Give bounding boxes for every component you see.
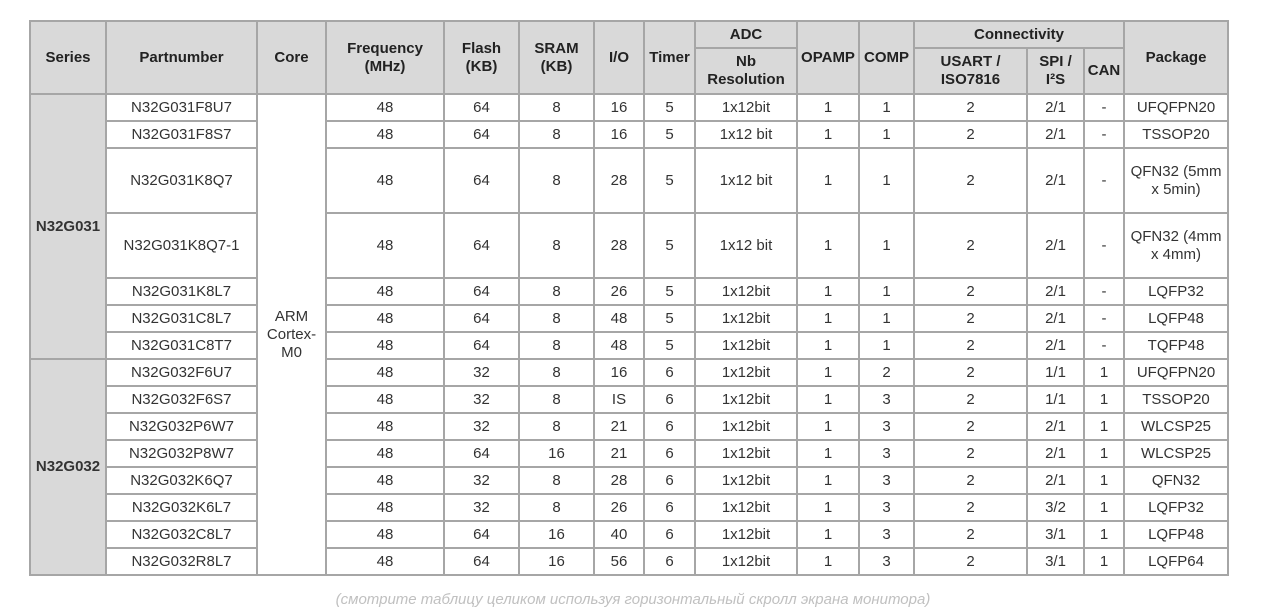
timer-cell: 5: [644, 278, 695, 305]
header-comp: COMP: [859, 21, 914, 94]
opamp-cell: 1: [797, 148, 859, 213]
header-timer: Timer: [644, 21, 695, 94]
package-cell: UFQFPN20: [1124, 359, 1228, 386]
opamp-cell: 1: [797, 440, 859, 467]
flash-cell: 64: [444, 94, 519, 121]
header-connectivity: Connectivity: [914, 21, 1124, 48]
table-row: [30, 278, 1228, 305]
spi-cell: 2/1: [1027, 305, 1084, 332]
adc-cell: 1x12bit: [695, 278, 797, 305]
usart-cell: 2: [914, 148, 1027, 213]
opamp-cell: 1: [797, 413, 859, 440]
io-cell: 21: [594, 440, 644, 467]
timer-cell: 5: [644, 121, 695, 148]
table-body: [30, 94, 1228, 575]
timer-cell: 5: [644, 148, 695, 213]
frequency-cell: 48: [326, 548, 444, 575]
header-frequency: Frequency (MHz): [326, 21, 444, 94]
header-opamp: OPAMP: [797, 21, 859, 94]
series-cell: N32G031: [30, 94, 106, 359]
frequency-cell: 48: [326, 467, 444, 494]
comp-cell: 1: [859, 213, 914, 278]
flash-cell: 64: [444, 440, 519, 467]
spi-cell: 2/1: [1027, 332, 1084, 359]
table-row: [30, 386, 1228, 413]
spi-cell: 3/1: [1027, 521, 1084, 548]
can-cell: 1: [1084, 521, 1124, 548]
package-cell: QFN32: [1124, 467, 1228, 494]
sram-cell: 8: [519, 413, 594, 440]
timer-cell: 5: [644, 213, 695, 278]
spi-cell: 2/1: [1027, 94, 1084, 121]
can-cell: 1: [1084, 548, 1124, 575]
comp-cell: 1: [859, 94, 914, 121]
adc-cell: 1x12 bit: [695, 148, 797, 213]
header-io: I/O: [594, 21, 644, 94]
adc-cell: 1x12bit: [695, 359, 797, 386]
usart-cell: 2: [914, 278, 1027, 305]
usart-cell: 2: [914, 359, 1027, 386]
flash-cell: 64: [444, 548, 519, 575]
table-row: [30, 440, 1228, 467]
header-sram: SRAM (KB): [519, 21, 594, 94]
package-cell: WLCSP25: [1124, 413, 1228, 440]
flash-cell: 32: [444, 386, 519, 413]
adc-cell: 1x12 bit: [695, 121, 797, 148]
comp-cell: 3: [859, 386, 914, 413]
frequency-cell: 48: [326, 359, 444, 386]
partnumber-cell: N32G031F8U7: [106, 94, 257, 121]
frequency-cell: 48: [326, 332, 444, 359]
comp-cell: 1: [859, 148, 914, 213]
frequency-cell: 48: [326, 213, 444, 278]
partnumber-cell: N32G032K6L7: [106, 494, 257, 521]
io-cell: 28: [594, 213, 644, 278]
spi-cell: 2/1: [1027, 440, 1084, 467]
io-cell: IS: [594, 386, 644, 413]
can-cell: 1: [1084, 413, 1124, 440]
sram-cell: 8: [519, 148, 594, 213]
timer-cell: 6: [644, 467, 695, 494]
frequency-cell: 48: [326, 94, 444, 121]
header-series: Series: [30, 21, 106, 94]
usart-cell: 2: [914, 94, 1027, 121]
header-partnumber: Partnumber: [106, 21, 257, 94]
sram-cell: 16: [519, 548, 594, 575]
spi-cell: 1/1: [1027, 359, 1084, 386]
opamp-cell: 1: [797, 386, 859, 413]
table-row: [30, 148, 1228, 213]
frequency-cell: 48: [326, 440, 444, 467]
usart-cell: 2: [914, 548, 1027, 575]
spi-cell: 2/1: [1027, 121, 1084, 148]
timer-cell: 5: [644, 94, 695, 121]
comp-cell: 3: [859, 413, 914, 440]
sram-cell: 8: [519, 332, 594, 359]
sram-cell: 16: [519, 521, 594, 548]
spi-cell: 2/1: [1027, 413, 1084, 440]
io-cell: 26: [594, 494, 644, 521]
table-row: [30, 332, 1228, 359]
flash-cell: 64: [444, 305, 519, 332]
can-cell: -: [1084, 213, 1124, 278]
opamp-cell: 1: [797, 521, 859, 548]
package-cell: LQFP48: [1124, 305, 1228, 332]
table-row: [30, 121, 1228, 148]
flash-cell: 64: [444, 521, 519, 548]
header-package: Package: [1124, 21, 1228, 94]
core-cell: ARM Cortex-M0: [257, 94, 326, 575]
table-row: [30, 305, 1228, 332]
flash-cell: 32: [444, 413, 519, 440]
can-cell: 1: [1084, 440, 1124, 467]
spi-cell: 2/1: [1027, 213, 1084, 278]
adc-cell: 1x12bit: [695, 386, 797, 413]
opamp-cell: 1: [797, 305, 859, 332]
table-row: [30, 521, 1228, 548]
partnumber-cell: N32G031K8Q7: [106, 148, 257, 213]
timer-cell: 6: [644, 548, 695, 575]
partnumber-cell: N32G031C8L7: [106, 305, 257, 332]
usart-cell: 2: [914, 332, 1027, 359]
table-row: [30, 359, 1228, 386]
comp-cell: 1: [859, 278, 914, 305]
package-cell: QFN32 (4mm x 4mm): [1124, 213, 1228, 278]
frequency-cell: 48: [326, 278, 444, 305]
flash-cell: 32: [444, 494, 519, 521]
header-can: CAN: [1084, 48, 1124, 94]
spi-cell: 3/1: [1027, 548, 1084, 575]
adc-cell: 1x12bit: [695, 467, 797, 494]
adc-cell: 1x12bit: [695, 305, 797, 332]
usart-cell: 2: [914, 213, 1027, 278]
adc-cell: 1x12bit: [695, 413, 797, 440]
frequency-cell: 48: [326, 305, 444, 332]
partnumber-cell: N32G032C8L7: [106, 521, 257, 548]
partnumber-cell: N32G032P6W7: [106, 413, 257, 440]
header-flash: Flash (KB): [444, 21, 519, 94]
usart-cell: 2: [914, 494, 1027, 521]
opamp-cell: 1: [797, 494, 859, 521]
partnumber-cell: N32G031F8S7: [106, 121, 257, 148]
flash-cell: 32: [444, 359, 519, 386]
comp-cell: 3: [859, 494, 914, 521]
usart-cell: 2: [914, 440, 1027, 467]
flash-cell: 64: [444, 278, 519, 305]
timer-cell: 5: [644, 305, 695, 332]
table-row: [30, 494, 1228, 521]
comp-cell: 3: [859, 440, 914, 467]
series-cell: N32G032: [30, 359, 106, 575]
io-cell: 16: [594, 94, 644, 121]
timer-cell: 6: [644, 440, 695, 467]
io-cell: 28: [594, 467, 644, 494]
partnumber-cell: N32G032K6Q7: [106, 467, 257, 494]
opamp-cell: 1: [797, 94, 859, 121]
partnumber-cell: N32G031K8Q7-1: [106, 213, 257, 278]
usart-cell: 2: [914, 467, 1027, 494]
opamp-cell: 1: [797, 359, 859, 386]
opamp-cell: 1: [797, 332, 859, 359]
opamp-cell: 1: [797, 278, 859, 305]
timer-cell: 6: [644, 413, 695, 440]
frequency-cell: 48: [326, 521, 444, 548]
opamp-cell: 1: [797, 121, 859, 148]
sram-cell: 8: [519, 359, 594, 386]
partnumber-cell: N32G032R8L7: [106, 548, 257, 575]
adc-cell: 1x12bit: [695, 521, 797, 548]
adc-cell: 1x12bit: [695, 332, 797, 359]
partnumber-cell: N32G032P8W7: [106, 440, 257, 467]
can-cell: -: [1084, 278, 1124, 305]
package-cell: UFQFPN20: [1124, 94, 1228, 121]
io-cell: 16: [594, 359, 644, 386]
sram-cell: 8: [519, 94, 594, 121]
header-adc-resolution: Nb Resolution: [695, 48, 797, 94]
can-cell: -: [1084, 94, 1124, 121]
io-cell: 28: [594, 148, 644, 213]
sram-cell: 8: [519, 386, 594, 413]
package-cell: LQFP32: [1124, 278, 1228, 305]
comp-cell: 3: [859, 467, 914, 494]
timer-cell: 6: [644, 359, 695, 386]
usart-cell: 2: [914, 305, 1027, 332]
header-core: Core: [257, 21, 326, 94]
table-row: [30, 548, 1228, 575]
timer-cell: 5: [644, 332, 695, 359]
sram-cell: 8: [519, 213, 594, 278]
flash-cell: 64: [444, 332, 519, 359]
comp-cell: 3: [859, 548, 914, 575]
package-cell: LQFP32: [1124, 494, 1228, 521]
comp-cell: 1: [859, 121, 914, 148]
io-cell: 56: [594, 548, 644, 575]
comp-cell: 1: [859, 305, 914, 332]
sram-cell: 8: [519, 494, 594, 521]
flash-cell: 32: [444, 467, 519, 494]
package-cell: TSSOP20: [1124, 121, 1228, 148]
spi-cell: 1/1: [1027, 386, 1084, 413]
comp-cell: 3: [859, 521, 914, 548]
opamp-cell: 1: [797, 548, 859, 575]
package-cell: LQFP48: [1124, 521, 1228, 548]
partnumber-cell: N32G032F6S7: [106, 386, 257, 413]
can-cell: 1: [1084, 494, 1124, 521]
frequency-cell: 48: [326, 386, 444, 413]
spi-cell: 2/1: [1027, 278, 1084, 305]
opamp-cell: 1: [797, 213, 859, 278]
sram-cell: 8: [519, 305, 594, 332]
specs-table: [29, 20, 1229, 576]
frequency-cell: 48: [326, 494, 444, 521]
table-row: [30, 213, 1228, 278]
table-row: [30, 467, 1228, 494]
header-adc: ADC: [695, 21, 797, 48]
io-cell: 16: [594, 121, 644, 148]
can-cell: 1: [1084, 467, 1124, 494]
can-cell: 1: [1084, 359, 1124, 386]
usart-cell: 2: [914, 386, 1027, 413]
spi-cell: 3/2: [1027, 494, 1084, 521]
adc-cell: 1x12bit: [695, 494, 797, 521]
adc-cell: 1x12bit: [695, 94, 797, 121]
timer-cell: 6: [644, 386, 695, 413]
partnumber-cell: N32G031K8L7: [106, 278, 257, 305]
can-cell: -: [1084, 121, 1124, 148]
package-cell: QFN32 (5mm x 5min): [1124, 148, 1228, 213]
header-usart: USART / ISO7816: [914, 48, 1027, 94]
frequency-cell: 48: [326, 121, 444, 148]
io-cell: 21: [594, 413, 644, 440]
flash-cell: 64: [444, 213, 519, 278]
sram-cell: 8: [519, 467, 594, 494]
table-row: [30, 94, 1228, 121]
io-cell: 40: [594, 521, 644, 548]
usart-cell: 2: [914, 121, 1027, 148]
sram-cell: 8: [519, 278, 594, 305]
table-row: [30, 413, 1228, 440]
comp-cell: 1: [859, 332, 914, 359]
package-cell: LQFP64: [1124, 548, 1228, 575]
can-cell: -: [1084, 305, 1124, 332]
usart-cell: 2: [914, 521, 1027, 548]
frequency-cell: 48: [326, 413, 444, 440]
io-cell: 48: [594, 305, 644, 332]
partnumber-cell: N32G031C8T7: [106, 332, 257, 359]
package-cell: TSSOP20: [1124, 386, 1228, 413]
package-cell: WLCSP25: [1124, 440, 1228, 467]
sram-cell: 8: [519, 121, 594, 148]
adc-cell: 1x12bit: [695, 548, 797, 575]
partnumber-cell: N32G032F6U7: [106, 359, 257, 386]
can-cell: -: [1084, 332, 1124, 359]
timer-cell: 6: [644, 521, 695, 548]
frequency-cell: 48: [326, 148, 444, 213]
can-cell: -: [1084, 148, 1124, 213]
spi-cell: 2/1: [1027, 467, 1084, 494]
flash-cell: 64: [444, 148, 519, 213]
adc-cell: 1x12 bit: [695, 213, 797, 278]
sram-cell: 16: [519, 440, 594, 467]
header-spi: SPI / I²S: [1027, 48, 1084, 94]
usart-cell: 2: [914, 413, 1027, 440]
timer-cell: 6: [644, 494, 695, 521]
adc-cell: 1x12bit: [695, 440, 797, 467]
opamp-cell: 1: [797, 467, 859, 494]
package-cell: TQFP48: [1124, 332, 1228, 359]
can-cell: 1: [1084, 386, 1124, 413]
comp-cell: 2: [859, 359, 914, 386]
flash-cell: 64: [444, 121, 519, 148]
io-cell: 48: [594, 332, 644, 359]
io-cell: 26: [594, 278, 644, 305]
spi-cell: 2/1: [1027, 148, 1084, 213]
scroll-hint: (смотрите таблицу целиком используя горизонтальный скролл экрана монитора): [335, 591, 931, 608]
table-header: [30, 21, 1228, 94]
